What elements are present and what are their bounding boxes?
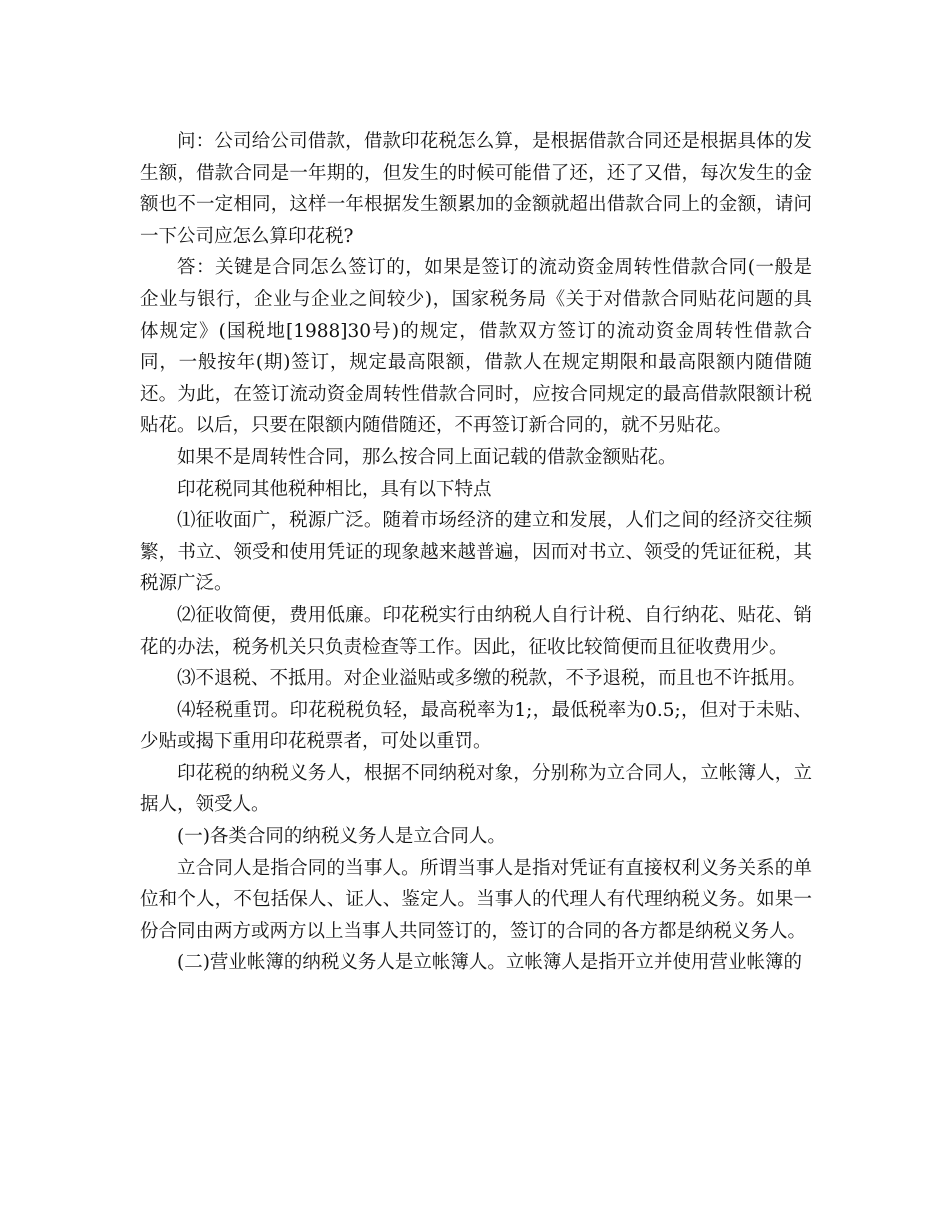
contract-party-paragraph: 立合同人是指合同的当事人。所谓当事人是指对凭证有直接权利义务关系的单位和个人，不包括保人、证人、鉴定人。当事人的代理人有代理纳税义务。如果一份合同由两方或两方以上当事人共同签订的，签订的合同的各方都是纳税义务人。 <box>140 857 812 942</box>
document-body <box>140 126 812 979</box>
non-revolving-paragraph: 如果不是周转性合同，那么按合同上面记载的借款金额贴花。 <box>177 446 677 468</box>
question-paragraph: 问：公司给公司借款，借款印花税怎么算，是根据借款合同还是根据具体的发生额，借款合同是一年期的，但发生的时候可能借了还，还了又借，每次发生的金额也不一定相同，这样一年根据发生额累加的金额就超出借款合同上的金额，请问一下公司应怎么算印花税? <box>140 131 812 247</box>
feature-4-paragraph: ⑷轻税重罚。印花税税负轻，最高税率为1;，最低税率为0.5;，但对于未贴、少贴或揭下重用印花税票者，可处以重罚。 <box>140 699 812 753</box>
contract-taxpayer-heading: (一)各类合同的纳税义务人是立合同人。 <box>177 826 506 848</box>
features-intro-paragraph: 印花税同其他税种相比，具有以下特点 <box>177 478 492 500</box>
feature-2-paragraph: ⑵征收简便，费用低廉。印花税实行由纳税人自行计税、自行纳花、贴花、销花的办法，税务机关只负责检查等工作。因此，征收比较简便而且征收费用少。 <box>140 604 812 658</box>
ledger-taxpayer-paragraph: (二)营业帐簿的纳税义务人是立帐簿人。立帐簿人是指开立并使用营业帐簿的 <box>177 952 802 974</box>
answer-paragraph: 答：关键是合同怎么签订的，如果是签订的流动资金周转性借款合同(一般是企业与银行，企业与企业之间较少)，国家税务局《关于对借款合同贴花问题的具体规定》(国税地[1988]30号)的规定，借款双方签订的流动资金周转性借款合同，一般按年(期)签订，规定最高限额，借款人在规定期限和最高限额内随借随还。为此，在签订流动资金周转性借款合同时，应按合同规定的最高借款限额计税贴花。以后，只要在限额内随借随还，不再签订新合同的，就不另贴花。 <box>140 257 812 437</box>
taxpayer-intro-paragraph: 印花税的纳税义务人，根据不同纳税对象，分别称为立合同人，立帐簿人，立据人，领受人。 <box>140 762 812 816</box>
feature-3-paragraph: ⑶不退税、不抵用。对企业溢贴或多缴的税款，不予退税，而且也不许抵用。 <box>177 668 807 690</box>
feature-1-paragraph: ⑴征收面广，税源广泛。随着市场经济的建立和发展，人们之间的经济交往频繁，书立、领受和使用凭证的现象越来越普遍，因而对书立、领受的凭证征税，其税源广泛。 <box>140 510 812 595</box>
